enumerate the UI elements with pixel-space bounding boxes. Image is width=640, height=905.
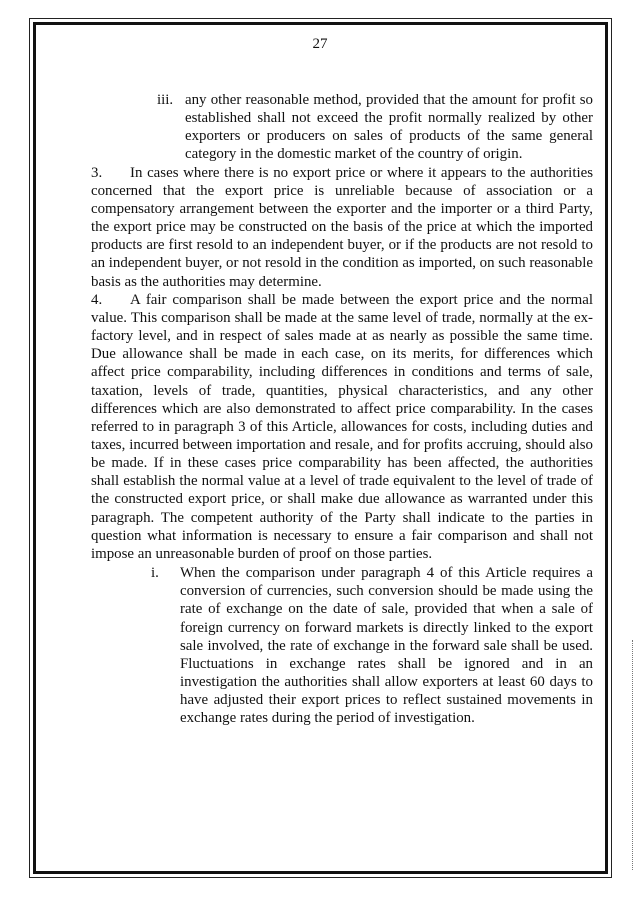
paragraph-3 <box>91 164 593 291</box>
page-number: 27 <box>312 36 328 52</box>
document-body <box>91 91 593 727</box>
paragraph-4 <box>91 291 593 563</box>
list-marker: i. <box>151 565 159 582</box>
paragraph-text: In cases where there is no export price or where it appears to the authorities concerned that the export price is unreliable because of association or a compensatory arrangement between the exporter and the importer or a third Party, the export price may be constructed on the basis of the price at which the imported products are first resold to an independent buyer, or if the products are not resold to an independent buyer, or not resold in the condition as imported, on such reasonable basis as the authorities may determine. <box>91 164 593 290</box>
paragraph-text: A fair comparison shall be made between the export price and the normal value. This comparison shall be made at the same level of trade, normally at the ex-factory level, and in respect of sales made at as nearly as possible the same time. Due allowance shall be made in each case, on its merits, for differences which affect price comparability, including differences in conditions and terms of sale, taxation, levels of trade, quantities, physical characteristics, and any other differences which are also demonstrated to affect price comparability. In the cases referred to in paragraph 3 of this Article, allowances for costs, including duties and taxes, incurred between importation and resale, and for profits accruing, should also be made. If in these cases price comparability has been affected, the authorities shall establish the normal value at a level of trade equivalent to the level of trade of the constructed export price, or shall make due allowance as warranted under this paragraph. The competent authority of the Party shall indicate to the parties in question what information is necessary to ensure a fair comparison and shall not impose an unreasonable burden of proof on those parties. <box>91 291 593 562</box>
paragraph-number: 3. <box>91 164 103 181</box>
list-item-i <box>151 564 593 727</box>
scan-edge-mark <box>632 640 634 870</box>
list-item-iii <box>157 91 593 164</box>
list-item-text: When the comparison under paragraph 4 of this Article requires a conversion of currencies, such conversion should be made using the rate of exchange on the date of sale, provided that when a sale of foreign currency on forward markets is directly linked to the export sale involved, the rate of exchange in the forward sale shall be used. Fluctuations in exchange rates shall be ignored and in an investigation the authorities shall allow exporters at least 60 days to have adjusted their export prices to reflect sustained movements in exchange rates during the period of investigation. <box>180 565 593 727</box>
list-item-text: any other reasonable method, provided that the amount for profit so established shall not exceed the profit normally realized by other exporters or producers on sales of products of the same general category in the domestic market of the country of origin. <box>185 92 593 163</box>
list-marker: iii. <box>157 92 174 108</box>
paragraph-number: 4. <box>91 291 103 308</box>
